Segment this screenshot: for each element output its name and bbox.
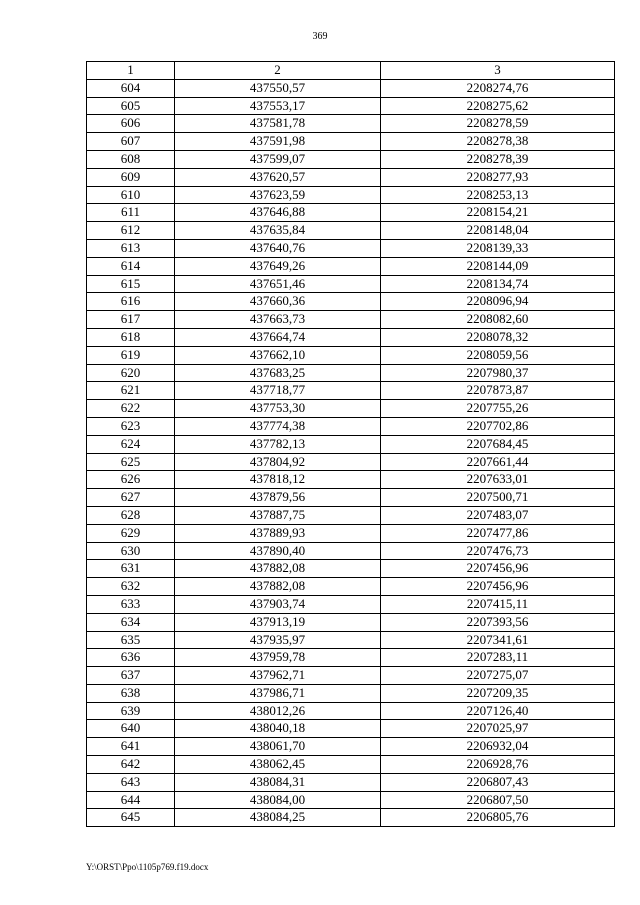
table-row <box>87 738 615 756</box>
cell-y-coordinate: 2208096,94 <box>381 293 615 311</box>
table-row <box>87 684 615 702</box>
cell-y-coordinate: 2207873,87 <box>381 382 615 400</box>
cell-point-number: 623 <box>87 417 175 435</box>
table-header-row <box>87 62 615 80</box>
cell-y-coordinate: 2206805,76 <box>381 809 615 827</box>
cell-point-number: 617 <box>87 311 175 329</box>
cell-point-number: 607 <box>87 133 175 151</box>
cell-x-coordinate: 437664,74 <box>175 328 381 346</box>
table-body <box>87 79 615 826</box>
table-row <box>87 133 615 151</box>
cell-y-coordinate: 2208134,74 <box>381 275 615 293</box>
table-row <box>87 809 615 827</box>
cell-y-coordinate: 2207702,86 <box>381 417 615 435</box>
cell-point-number: 604 <box>87 79 175 97</box>
table-row <box>87 328 615 346</box>
page-number: 369 <box>312 31 328 42</box>
cell-x-coordinate: 437651,46 <box>175 275 381 293</box>
cell-x-coordinate: 437591,98 <box>175 133 381 151</box>
table-row <box>87 79 615 97</box>
cell-x-coordinate: 437889,93 <box>175 524 381 542</box>
cell-point-number: 610 <box>87 186 175 204</box>
cell-point-number: 644 <box>87 791 175 809</box>
cell-x-coordinate: 437553,17 <box>175 97 381 115</box>
cell-point-number: 613 <box>87 239 175 257</box>
cell-y-coordinate: 2207500,71 <box>381 489 615 507</box>
column-header-x: 2 <box>175 62 381 80</box>
cell-y-coordinate: 2207341,61 <box>381 631 615 649</box>
cell-point-number: 639 <box>87 702 175 720</box>
cell-y-coordinate: 2208148,04 <box>381 222 615 240</box>
cell-y-coordinate: 2207684,45 <box>381 435 615 453</box>
table-row <box>87 222 615 240</box>
table-row <box>87 524 615 542</box>
cell-point-number: 605 <box>87 97 175 115</box>
cell-x-coordinate: 438084,00 <box>175 791 381 809</box>
table-row <box>87 471 615 489</box>
cell-point-number: 631 <box>87 560 175 578</box>
cell-point-number: 611 <box>87 204 175 222</box>
cell-y-coordinate: 2208274,76 <box>381 79 615 97</box>
cell-point-number: 632 <box>87 578 175 596</box>
cell-point-number: 621 <box>87 382 175 400</box>
cell-x-coordinate: 437804,92 <box>175 453 381 471</box>
cell-x-coordinate: 438040,18 <box>175 720 381 738</box>
cell-point-number: 634 <box>87 613 175 631</box>
table-row <box>87 346 615 364</box>
cell-y-coordinate: 2207393,56 <box>381 613 615 631</box>
cell-point-number: 612 <box>87 222 175 240</box>
table-row <box>87 417 615 435</box>
cell-x-coordinate: 437623,59 <box>175 186 381 204</box>
cell-x-coordinate: 438012,26 <box>175 702 381 720</box>
table-row <box>87 702 615 720</box>
cell-y-coordinate: 2208082,60 <box>381 311 615 329</box>
cell-point-number: 633 <box>87 595 175 613</box>
table-row <box>87 186 615 204</box>
cell-point-number: 635 <box>87 631 175 649</box>
table-row <box>87 364 615 382</box>
table-row <box>87 791 615 809</box>
table-row <box>87 150 615 168</box>
table-row <box>87 506 615 524</box>
cell-y-coordinate: 2207483,07 <box>381 506 615 524</box>
cell-point-number: 606 <box>87 115 175 133</box>
table-row <box>87 435 615 453</box>
cell-point-number: 608 <box>87 150 175 168</box>
column-header-y: 3 <box>381 62 615 80</box>
cell-y-coordinate: 2208154,21 <box>381 204 615 222</box>
cell-y-coordinate: 2207456,96 <box>381 560 615 578</box>
cell-x-coordinate: 437913,19 <box>175 613 381 631</box>
cell-y-coordinate: 2208278,39 <box>381 150 615 168</box>
table-row <box>87 489 615 507</box>
cell-y-coordinate: 2208277,93 <box>381 168 615 186</box>
column-header-point: 1 <box>87 62 175 80</box>
cell-y-coordinate: 2206932,04 <box>381 738 615 756</box>
cell-x-coordinate: 437599,07 <box>175 150 381 168</box>
cell-x-coordinate: 438084,31 <box>175 773 381 791</box>
cell-y-coordinate: 2207025,97 <box>381 720 615 738</box>
cell-y-coordinate: 2206928,76 <box>381 756 615 774</box>
cell-x-coordinate: 438084,25 <box>175 809 381 827</box>
cell-point-number: 625 <box>87 453 175 471</box>
table-row <box>87 311 615 329</box>
table-row <box>87 631 615 649</box>
cell-x-coordinate: 437753,30 <box>175 400 381 418</box>
cell-y-coordinate: 2206807,50 <box>381 791 615 809</box>
cell-x-coordinate: 437718,77 <box>175 382 381 400</box>
cell-x-coordinate: 437662,10 <box>175 346 381 364</box>
cell-point-number: 624 <box>87 435 175 453</box>
cell-x-coordinate: 437646,88 <box>175 204 381 222</box>
table-row <box>87 168 615 186</box>
cell-x-coordinate: 437581,78 <box>175 115 381 133</box>
cell-y-coordinate: 2207980,37 <box>381 364 615 382</box>
file-path-footer: Y:\ORST\Ppo\1105p769.f19.docx <box>86 862 209 872</box>
table-row <box>87 115 615 133</box>
cell-y-coordinate: 2207415,11 <box>381 595 615 613</box>
cell-x-coordinate: 437635,84 <box>175 222 381 240</box>
table-row <box>87 756 615 774</box>
cell-y-coordinate: 2208278,59 <box>381 115 615 133</box>
cell-point-number: 636 <box>87 649 175 667</box>
cell-point-number: 616 <box>87 293 175 311</box>
cell-x-coordinate: 437550,57 <box>175 79 381 97</box>
cell-point-number: 626 <box>87 471 175 489</box>
cell-point-number: 642 <box>87 756 175 774</box>
cell-y-coordinate: 2208253,13 <box>381 186 615 204</box>
cell-x-coordinate: 437882,08 <box>175 560 381 578</box>
cell-y-coordinate: 2207283,11 <box>381 649 615 667</box>
cell-x-coordinate: 437774,38 <box>175 417 381 435</box>
cell-point-number: 643 <box>87 773 175 791</box>
cell-y-coordinate: 2207456,96 <box>381 578 615 596</box>
cell-x-coordinate: 438062,45 <box>175 756 381 774</box>
cell-x-coordinate: 437890,40 <box>175 542 381 560</box>
cell-x-coordinate: 437887,75 <box>175 506 381 524</box>
cell-x-coordinate: 437660,36 <box>175 293 381 311</box>
cell-point-number: 619 <box>87 346 175 364</box>
table-row <box>87 773 615 791</box>
cell-y-coordinate: 2207126,40 <box>381 702 615 720</box>
table-row <box>87 578 615 596</box>
cell-y-coordinate: 2207476,73 <box>381 542 615 560</box>
cell-x-coordinate: 437663,73 <box>175 311 381 329</box>
cell-point-number: 622 <box>87 400 175 418</box>
table-row <box>87 542 615 560</box>
cell-x-coordinate: 437986,71 <box>175 684 381 702</box>
cell-x-coordinate: 437935,97 <box>175 631 381 649</box>
cell-y-coordinate: 2208275,62 <box>381 97 615 115</box>
cell-x-coordinate: 437962,71 <box>175 667 381 685</box>
cell-x-coordinate: 437649,26 <box>175 257 381 275</box>
table-row <box>87 382 615 400</box>
cell-y-coordinate: 2208139,33 <box>381 239 615 257</box>
cell-y-coordinate: 2207275,07 <box>381 667 615 685</box>
cell-point-number: 630 <box>87 542 175 560</box>
cell-point-number: 641 <box>87 738 175 756</box>
cell-point-number: 620 <box>87 364 175 382</box>
cell-x-coordinate: 437782,13 <box>175 435 381 453</box>
cell-x-coordinate: 438061,70 <box>175 738 381 756</box>
table-row <box>87 649 615 667</box>
cell-y-coordinate: 2207633,01 <box>381 471 615 489</box>
table-row <box>87 275 615 293</box>
table-row <box>87 293 615 311</box>
table-row <box>87 204 615 222</box>
cell-y-coordinate: 2207477,86 <box>381 524 615 542</box>
table-row <box>87 613 615 631</box>
cell-point-number: 609 <box>87 168 175 186</box>
cell-x-coordinate: 437640,76 <box>175 239 381 257</box>
cell-x-coordinate: 437683,25 <box>175 364 381 382</box>
table-row <box>87 667 615 685</box>
table-row <box>87 257 615 275</box>
cell-point-number: 628 <box>87 506 175 524</box>
table-row <box>87 453 615 471</box>
table-row <box>87 560 615 578</box>
cell-x-coordinate: 437882,08 <box>175 578 381 596</box>
table-row <box>87 595 615 613</box>
table-row <box>87 97 615 115</box>
cell-y-coordinate: 2208144,09 <box>381 257 615 275</box>
table-row <box>87 239 615 257</box>
cell-point-number: 629 <box>87 524 175 542</box>
cell-point-number: 618 <box>87 328 175 346</box>
cell-x-coordinate: 437620,57 <box>175 168 381 186</box>
cell-x-coordinate: 437959,78 <box>175 649 381 667</box>
cell-x-coordinate: 437879,56 <box>175 489 381 507</box>
table-row <box>87 720 615 738</box>
cell-point-number: 645 <box>87 809 175 827</box>
cell-y-coordinate: 2208078,32 <box>381 328 615 346</box>
cell-point-number: 627 <box>87 489 175 507</box>
cell-point-number: 637 <box>87 667 175 685</box>
cell-point-number: 638 <box>87 684 175 702</box>
cell-point-number: 615 <box>87 275 175 293</box>
cell-y-coordinate: 2207661,44 <box>381 453 615 471</box>
cell-point-number: 640 <box>87 720 175 738</box>
cell-y-coordinate: 2207755,26 <box>381 400 615 418</box>
table-row <box>87 400 615 418</box>
cell-y-coordinate: 2207209,35 <box>381 684 615 702</box>
cell-y-coordinate: 2208059,56 <box>381 346 615 364</box>
coordinates-table <box>86 61 615 827</box>
cell-x-coordinate: 437903,74 <box>175 595 381 613</box>
cell-point-number: 614 <box>87 257 175 275</box>
cell-x-coordinate: 437818,12 <box>175 471 381 489</box>
cell-y-coordinate: 2206807,43 <box>381 773 615 791</box>
cell-y-coordinate: 2208278,38 <box>381 133 615 151</box>
